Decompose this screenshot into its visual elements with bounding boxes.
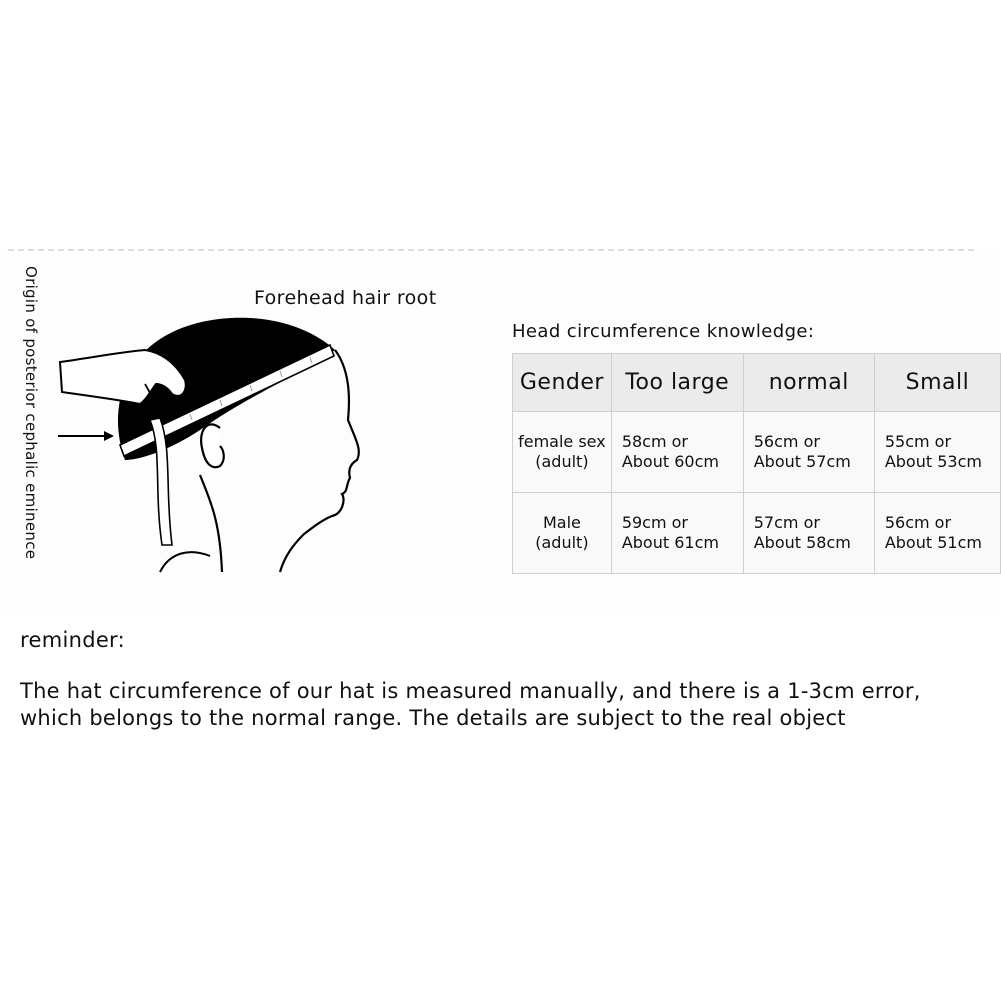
head-size-table [512,353,1001,574]
pointer-arrow-head [104,431,114,441]
header-small: Small [874,354,1000,412]
cell-gender: female sex (adult) [513,412,612,493]
header-gender: Gender [513,354,612,412]
forehead-hair-root-label: Forehead hair root [254,287,437,309]
cell-gender: Male (adult) [513,493,612,574]
head-measurement-illustration [50,300,380,580]
face-profile [280,350,359,572]
shoulder-line [160,552,210,572]
reminder-label: reminder: [20,628,125,652]
reminder-text: The hat circumference of our hat is measured manually, and there is a 1-3cm error, which belongs to the normal range. The details are subject to the real object [20,679,921,730]
header-too-large: Too large [611,354,743,412]
ear [201,424,224,467]
posterior-eminence-label: Origin of posterior cephalic eminence [22,266,40,560]
cell-too-large: 58cm or About 60cm [611,412,743,493]
cell-normal: 56cm or About 57cm [743,412,874,493]
cell-small: 56cm or About 51cm [874,493,1000,574]
cell-normal: 57cm or About 58cm [743,493,874,574]
dashed-divider [8,249,974,251]
table-row [513,493,1001,574]
table-row [513,412,1001,493]
cell-too-large: 59cm or About 61cm [611,493,743,574]
header-normal: normal [743,354,874,412]
table-header-row [513,354,1001,412]
cell-small: 55cm or About 53cm [874,412,1000,493]
table-title: Head circumference knowledge: [512,321,815,342]
neck-back [200,475,222,572]
